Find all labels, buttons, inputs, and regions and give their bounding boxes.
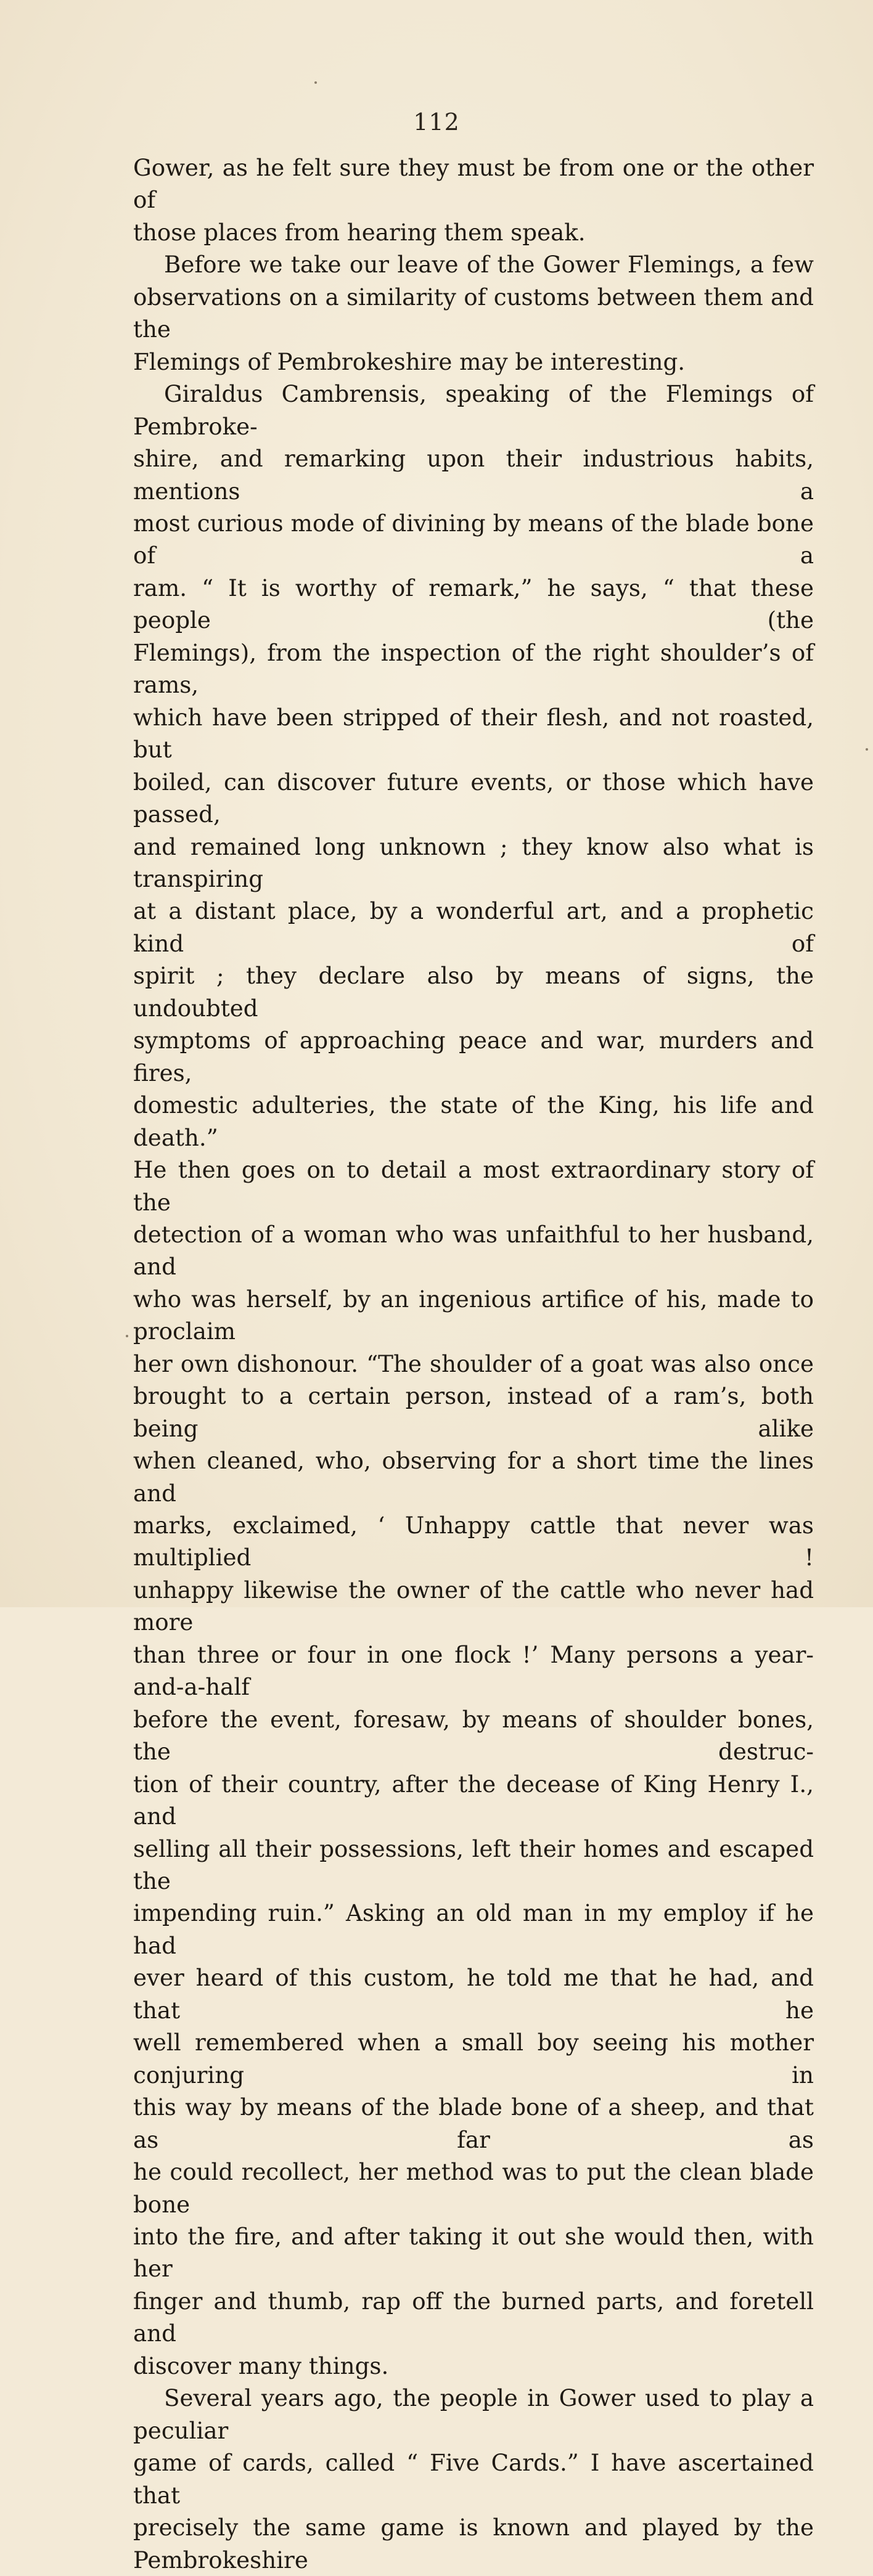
text-line: spirit ; they declare also by means of signs, the undoubted xyxy=(133,962,814,1022)
text-line: those places from hearing them speak. xyxy=(133,218,586,246)
text-line: domestic adulteries, the state of the King, his life and death.” xyxy=(133,1091,814,1151)
text-line: when cleaned, who, observing for a short time the lines and xyxy=(133,1447,814,1507)
text-line: game of cards, called “ Five Cards.” I have ascertained that xyxy=(133,2449,814,2509)
text-line: at a distant place, by a wonderful art, and a prophetic kind of xyxy=(133,897,814,957)
page-number: 112 xyxy=(413,108,460,136)
text-line: into the fire, and after taking it out she would then, with her xyxy=(133,2223,814,2283)
text-line: discover many things. xyxy=(133,2352,389,2379)
text-line: well remembered when a small boy seeing his mother conjuring in xyxy=(133,2029,814,2089)
text-line: impending ruin.” Asking an old man in my employ if he had xyxy=(133,1899,814,1959)
text-line: shire, and remarking upon their industrious habits, mentions a xyxy=(133,445,814,505)
body-text xyxy=(133,152,814,2576)
text-line: and remained long unknown ; they know also what is transpiring xyxy=(133,833,814,892)
text-line: Several years ago, the people in Gower used to play a peculiar xyxy=(133,2384,814,2444)
text-line: who was herself, by an ingenious artifice of his, made to proclaim xyxy=(133,1285,814,1345)
text-line: ram. “ It is worthy of remark,” he says, “ that these people (the xyxy=(133,574,814,634)
text-line: Before we take our leave of the Gower Flemings, a few xyxy=(164,251,814,279)
text-line: symptoms of approaching peace and war, murders and fires, xyxy=(133,1027,814,1086)
text-line: detection of a woman who was unfaithful to her husband, and xyxy=(133,1220,814,1281)
text-line: this way by means of the blade bone of a sheep, and that as far as xyxy=(133,2093,814,2153)
text-line: boiled, can discover future events, or those which have passed, xyxy=(133,768,814,828)
text-line: Gower, as he felt sure they must be from one or the other of xyxy=(133,154,814,214)
text-line: tion of their country, after the decease of King Henry I., and xyxy=(133,1770,814,1830)
text-line: finger and thumb, rap off the burned parts, and foretell and xyxy=(133,2287,814,2347)
text-line: selling all their possessions, left their homes and escaped the xyxy=(133,1835,814,1895)
text-line: which have been stripped of their flesh, and not roasted, but xyxy=(133,703,814,764)
text-line: brought to a certain person, instead of a ram’s, both being alike xyxy=(133,1382,814,1442)
text-line: unhappy likewise the owner of the cattle who never had more xyxy=(133,1576,814,1636)
text-line: marks, exclaimed, ‘ Unhappy cattle that never was multiplied ! xyxy=(133,1512,814,1571)
text-line: Flemings), from the inspection of the right shoulder’s of rams, xyxy=(133,638,814,699)
text-line: He then goes on to detail a most extraordinary story of the xyxy=(133,1156,814,1216)
paper-speck xyxy=(126,1335,128,1337)
text-line: Giraldus Cambrensis, speaking of the Flemings of Pembroke- xyxy=(133,380,814,440)
text-line: before the event, foresaw, by means of shoulder bones, the destruc- xyxy=(133,1705,814,1766)
text-line: observations on a similarity of customs between them and the xyxy=(133,283,814,343)
text-line: most curious mode of divining by means of the blade bone of a xyxy=(133,509,814,569)
paper-speck xyxy=(314,81,317,84)
text-line: he could recollect, her method was to put the clean blade bone xyxy=(133,2158,814,2218)
paper-speck xyxy=(866,748,868,751)
text-line: her own dishonour. “The shoulder of a goat was also once xyxy=(133,1350,814,1377)
text-line: ever heard of this custom, he told me that he had, and that he xyxy=(133,1964,814,2024)
text-line: Flemings of Pembrokeshire may be interesting. xyxy=(133,348,686,375)
text-line: precisely the same game is known and played by the Pembrokeshire xyxy=(133,2514,814,2574)
text-line: than three or four in one flock !’ Many persons a year-and-a-half xyxy=(133,1641,814,1701)
